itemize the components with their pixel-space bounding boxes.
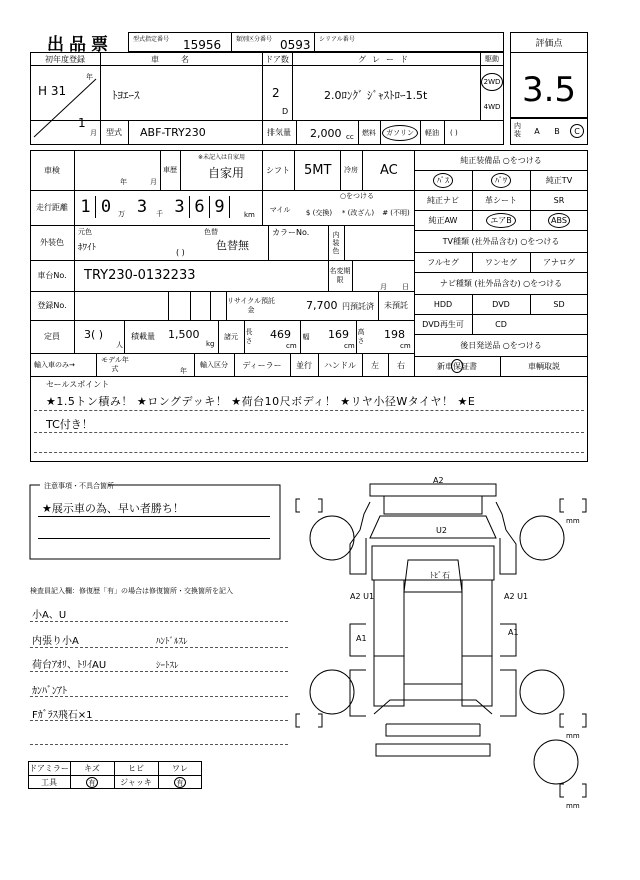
equip-tv: 純正TV xyxy=(545,176,573,185)
dvd-playback: DVD再生可 xyxy=(422,320,464,329)
inspector-line1: 小A、U xyxy=(32,610,67,621)
tv-title: TV種類 (社外品含む) ○をつける xyxy=(442,237,560,246)
shaken-year-unit: 年 xyxy=(120,178,127,186)
mileage-digit: 3 xyxy=(170,196,190,218)
diagram-right-low: A1 xyxy=(508,628,519,637)
load-unit: kg xyxy=(206,340,215,348)
inspector-line3: 荷台ｱｵﾘ、ﾄﾘｲAU xyxy=(32,660,107,671)
equip-sunroof: SR xyxy=(553,196,565,205)
later-manual: 車輌取説 xyxy=(528,362,560,371)
equip-airbag: エアB xyxy=(486,213,516,228)
warranty-circle xyxy=(451,359,463,373)
height-unit: cm xyxy=(400,342,411,350)
inspector-line5: Fｶﾞﾗｽ飛石×1 xyxy=(32,710,93,721)
mileage-digit: 9 xyxy=(210,196,230,218)
recycle-paid: 円預託済 xyxy=(342,302,374,311)
notes-bracket xyxy=(28,484,282,560)
grade-value: 2.0ﾛﾝｸﾞ ｼﾞｬｽﾄﾛｰ1.5t xyxy=(324,89,428,102)
diagram-tobi: ﾄﾋﾞ石 xyxy=(430,571,450,580)
name-label: 車名 xyxy=(151,54,211,64)
paint-label: 色替 xyxy=(204,228,218,236)
wid-label: 幅 xyxy=(302,333,310,341)
int-b: B xyxy=(554,126,560,136)
aircon-label: 冷房 xyxy=(344,166,358,174)
mm-unit-br: mm xyxy=(566,732,580,740)
navi-sd: SD xyxy=(553,300,565,309)
import-label: 輸入車のみ→ xyxy=(34,361,75,369)
capacity-label: 定員 xyxy=(44,332,60,341)
inspector-line2: 内張り小A xyxy=(32,636,79,647)
diagram-left-low: A1 xyxy=(356,634,367,643)
disp-label: 排気量 xyxy=(267,128,291,137)
key-header-break: ワレ xyxy=(172,764,188,773)
fuel-label: 燃料 xyxy=(362,128,376,137)
equip-power-window: ﾊﾟﾜ xyxy=(491,173,511,188)
model-value: ABF-TRY230 xyxy=(140,126,206,139)
paint-paren: ( ) xyxy=(176,248,185,257)
inspector-line2-right: ﾊﾝﾄﾞﾙｽﾚ xyxy=(156,637,188,647)
tsukeru-note: ○をつける xyxy=(339,192,375,200)
month-unit: 月 xyxy=(90,129,97,137)
reki-note: ※未記入は自家用 xyxy=(198,154,246,161)
navi-hdd: HDD xyxy=(433,300,453,309)
mileage-altered: * (改ざん) xyxy=(341,208,375,217)
model-year-unit: 年 xyxy=(180,367,187,375)
chassis-label: 車台No. xyxy=(37,271,67,280)
handle-left: 左 xyxy=(371,360,379,370)
mileage-digit: 1 xyxy=(76,196,96,218)
color-label: 外装色 xyxy=(40,238,64,247)
aircon-value: AC xyxy=(380,163,398,178)
diagram-right-mid: A2 U1 xyxy=(504,592,529,601)
inspector-line4: ｶﾝﾊﾞﾝｱﾄ xyxy=(32,686,67,697)
width-value: 169 xyxy=(328,328,349,341)
tv-analog: アナログ xyxy=(543,258,575,267)
meigi-day: 日 xyxy=(402,283,409,291)
len-label: 長さ xyxy=(245,328,253,345)
intcolor-label: 内装色 xyxy=(332,231,340,255)
inspector-label: 検査員記入欄：修復歴「有」の場合は修復箇所・交換箇所を記入 xyxy=(30,587,233,595)
reki-value: 自家用 xyxy=(208,166,245,180)
ruibetsu-value: 0593 xyxy=(280,38,311,52)
first-reg-label: 初年度登録 xyxy=(45,54,85,64)
door-count: 2 xyxy=(272,86,280,100)
kata-value: 15956 xyxy=(183,38,222,52)
reki-label: 車歴 xyxy=(163,166,177,174)
km-unit: km xyxy=(244,211,255,219)
truck-diagram xyxy=(290,474,590,804)
reg-label: 登録No. xyxy=(37,301,67,310)
handle-right: 右 xyxy=(397,360,405,370)
mileage-digit: 6 xyxy=(190,196,210,218)
capacity-unit: 人 xyxy=(116,341,123,349)
kata-label: 型式指定番号 xyxy=(133,36,170,43)
equip-power-steering: ﾊﾟｽ xyxy=(433,173,453,188)
capacity-value: 3( ) xyxy=(84,328,104,341)
shift-label: シフト xyxy=(266,165,290,175)
tv-fullseg: フルセグ xyxy=(427,258,459,267)
key-header-crack: ヒビ xyxy=(128,764,144,773)
mileage-digit: 3 xyxy=(136,197,148,217)
equip-title: 純正装備品 ○をつける xyxy=(460,156,542,165)
equip-abs: ABS xyxy=(548,213,570,228)
recycle-unpaid: 未預託 xyxy=(384,301,408,310)
fuel-gasoline: ガソリン xyxy=(382,125,418,141)
notes-label: 注意事項・不具合箇所 xyxy=(44,482,114,490)
int-a: A xyxy=(534,126,540,136)
width-unit: cm xyxy=(344,342,355,350)
length-unit: cm xyxy=(286,342,297,350)
later-title: 後日発送品 ○をつける xyxy=(460,341,542,350)
drive-4wd: 4WD xyxy=(483,103,501,111)
doors-label: ドア数 xyxy=(265,54,289,64)
shaken-label: 車検 xyxy=(44,165,60,175)
later-warranty: 新車保証書 xyxy=(437,362,477,371)
orig-color: ﾎﾜｲﾄ xyxy=(78,243,97,253)
vehicle-name: ﾄﾖｴｰｽ xyxy=(112,89,140,102)
hei-label: 高さ xyxy=(357,328,365,345)
chassis-value: TRY230-0132233 xyxy=(84,268,196,283)
serial-label: シリアル番号 xyxy=(319,36,355,43)
ruibetsu-label: 類別区分番号 xyxy=(236,36,273,43)
diagram-left-mid: A2 U1 xyxy=(350,592,375,601)
key-header-scratch: キズ xyxy=(84,764,100,773)
mm-unit-tr: mm xyxy=(566,517,580,525)
diagram-a2-top: A2 xyxy=(433,476,444,485)
notes-line1: ★展示車の為、早い者勝ち！ xyxy=(42,502,184,515)
key-header-mirror: ドアミラー xyxy=(29,764,69,773)
inspector-line3-right: ｼｰﾄｽﾚ xyxy=(156,661,179,671)
import-type-label: 輸入区分 xyxy=(200,361,228,369)
shaken-month-unit: 月 xyxy=(150,178,157,186)
dealer-option: ディーラー xyxy=(242,360,282,370)
diagram-u2: U2 xyxy=(436,526,447,535)
displacement: 2,000 xyxy=(310,127,342,140)
int-c: C xyxy=(570,124,584,138)
mileage-digit: 0 xyxy=(100,197,112,217)
drive-label: 駆動 xyxy=(485,55,499,63)
era-year: H 31 xyxy=(38,84,67,98)
model-year-label: モデル年式 xyxy=(101,356,129,373)
navi-title: ナビ種類 (社外品含む) ○をつける xyxy=(439,279,563,288)
parallel-option: 並行 xyxy=(296,360,312,370)
mile-label: マイル xyxy=(269,206,291,214)
meigi-month: 月 xyxy=(380,283,387,291)
model-label: 型式 xyxy=(106,128,122,137)
drive-2wd: 2WD xyxy=(481,73,503,91)
recycle-value: 7,700 xyxy=(306,299,338,312)
door-suffix: D xyxy=(282,107,289,116)
key-jack-yes: 有 xyxy=(174,777,186,788)
paint-value: 色替無 xyxy=(216,239,249,252)
tv-oneseg: ワンセグ xyxy=(485,258,517,267)
size-label: 諸元 xyxy=(224,332,238,341)
mm-unit-bottom: mm xyxy=(566,802,580,810)
recycle-label: リサイクル預託金 xyxy=(226,296,276,314)
equip-navi: 純正ナビ xyxy=(427,196,459,205)
man-unit: 万 xyxy=(118,210,125,218)
load-label: 積載量 xyxy=(131,332,155,341)
shift-value: 5MT xyxy=(304,163,332,178)
fuel-diesel: 軽油 xyxy=(425,128,439,137)
equip-alloy: 純正AW xyxy=(428,216,458,225)
sen-unit: 千 xyxy=(156,210,163,218)
equip-leather: 革シート xyxy=(485,196,517,205)
length-value: 469 xyxy=(270,328,291,341)
id-number-box xyxy=(128,32,232,52)
key-tools: 工具 xyxy=(41,778,57,787)
height-value: 198 xyxy=(384,328,405,341)
sales-line1: ★1.5トン積み！ ★ロングデッキ！ ★荷台10尺ボディ！ ★リヤ小径Wタイヤ！ ★E xyxy=(46,395,476,408)
cd-option: CD xyxy=(495,320,507,329)
mileage-exchange: $ (交換) xyxy=(305,208,333,217)
score-label: 評価点 xyxy=(511,33,587,53)
grade-label: グレード xyxy=(358,54,414,64)
colorno-label: カラーNo. xyxy=(272,228,310,237)
orig-color-label: 元色 xyxy=(78,228,92,236)
meigi-label: 名変期限 xyxy=(329,266,351,284)
disp-unit: cc xyxy=(346,133,354,141)
handle-label: ハンドル xyxy=(324,360,356,370)
reg-month: 1 xyxy=(78,116,86,130)
ruibetsu-box xyxy=(231,32,315,52)
int-label: 内装 xyxy=(514,122,521,138)
score-value: 3.5 xyxy=(521,70,577,110)
key-tools-yes: 有 xyxy=(86,777,98,788)
navi-dvd: DVD xyxy=(492,300,510,309)
sales-line2: TC付き！ xyxy=(46,418,93,431)
mileage-label: 走行距離 xyxy=(36,203,68,212)
fuel-paren: ( ) xyxy=(450,129,458,137)
sales-label: セールスポイント xyxy=(46,380,110,389)
page-title: 出品票 xyxy=(47,34,113,55)
serial-box xyxy=(314,32,504,52)
mileage-unknown: # (不明) xyxy=(382,208,410,217)
key-jack: ジャッキ xyxy=(120,778,152,787)
year-unit: 年 xyxy=(86,73,93,81)
load-value: 1,500 xyxy=(168,328,200,341)
